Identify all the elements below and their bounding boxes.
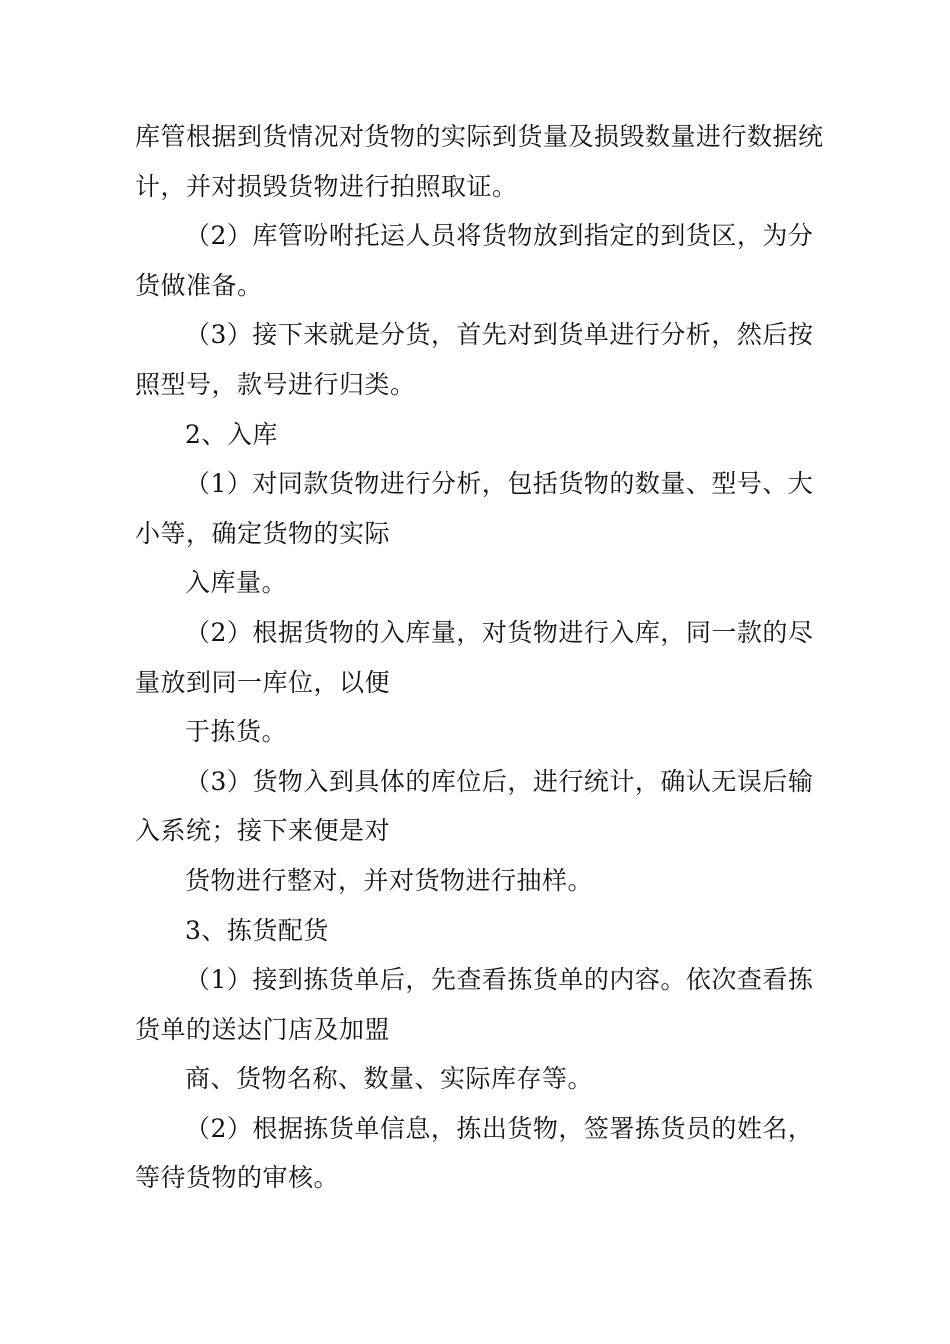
text-line: 货做准备。 bbox=[135, 270, 263, 300]
text-line: （2）根据拣货单信息，拣出货物，签署拣货员的姓名， bbox=[185, 1113, 814, 1143]
text-line: 库管根据到货情况对货物的实际到货量及损毁数量进行数据统 bbox=[135, 122, 824, 151]
text-line: 货单的送达门店及加盟 bbox=[135, 1014, 391, 1044]
text-line: （2）库管吩咐托运人员将货物放到指定的到货区，为分 bbox=[185, 221, 814, 251]
text-line: （3）接下来就是分货，首先对到货单进行分析，然后按 bbox=[185, 320, 814, 350]
section-heading: 2、入库 bbox=[185, 419, 278, 449]
text-line: （3）货物入到具体的库位后，进行统计，确认无误后输 bbox=[185, 766, 814, 796]
text-line: 照型号，款号进行归类。 bbox=[135, 369, 416, 399]
text-line: 计，并对损毁货物进行拍照取证。 bbox=[135, 171, 518, 201]
text-line: 商、货物名称、数量、实际库存等。 bbox=[185, 1064, 594, 1094]
text-line: 货物进行整对，并对货物进行抽样。 bbox=[185, 865, 594, 895]
text-line: （1）对同款货物进行分析，包括货物的数量、型号、大 bbox=[185, 469, 814, 499]
text-line: 小等，确定货物的实际 bbox=[135, 518, 391, 548]
text-line: 入库量。 bbox=[185, 568, 288, 598]
text-line: 入系统；接下来便是对 bbox=[135, 816, 391, 846]
document-body bbox=[135, 112, 835, 1203]
text-line: 等待货物的审核。 bbox=[135, 1163, 340, 1193]
section-heading: 3、拣货配货 bbox=[185, 915, 329, 945]
text-line: （1）接到拣货单后，先查看拣货单的内容。依次查看拣 bbox=[185, 965, 814, 995]
text-line: 量放到同一库位，以便 bbox=[135, 667, 391, 697]
text-line: （2）根据货物的入库量，对货物进行入库，同一款的尽 bbox=[185, 617, 814, 647]
text-line: 于拣货。 bbox=[185, 717, 288, 747]
